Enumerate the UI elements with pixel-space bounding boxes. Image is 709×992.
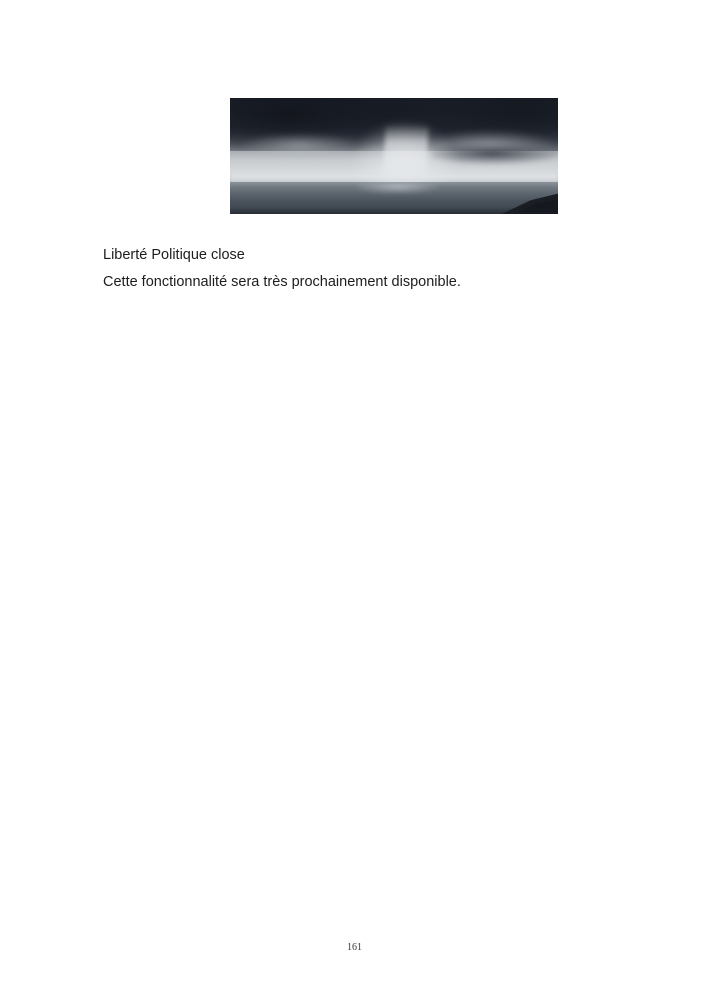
figure-storm-photo: [230, 98, 558, 214]
body-line-title: Liberté Politique close: [103, 247, 245, 263]
page-number: 161: [347, 942, 362, 953]
body-line-notice: Cette fonctionnalité sera très prochainement disponible.: [103, 274, 461, 290]
photo-cloud-break-left: [237, 133, 362, 159]
photo-bottom-shadow: [230, 207, 558, 214]
body-text-block: [103, 242, 623, 296]
photo-storm-clouds-over-sea: [230, 98, 558, 214]
photo-sea-shimmer: [355, 183, 440, 195]
